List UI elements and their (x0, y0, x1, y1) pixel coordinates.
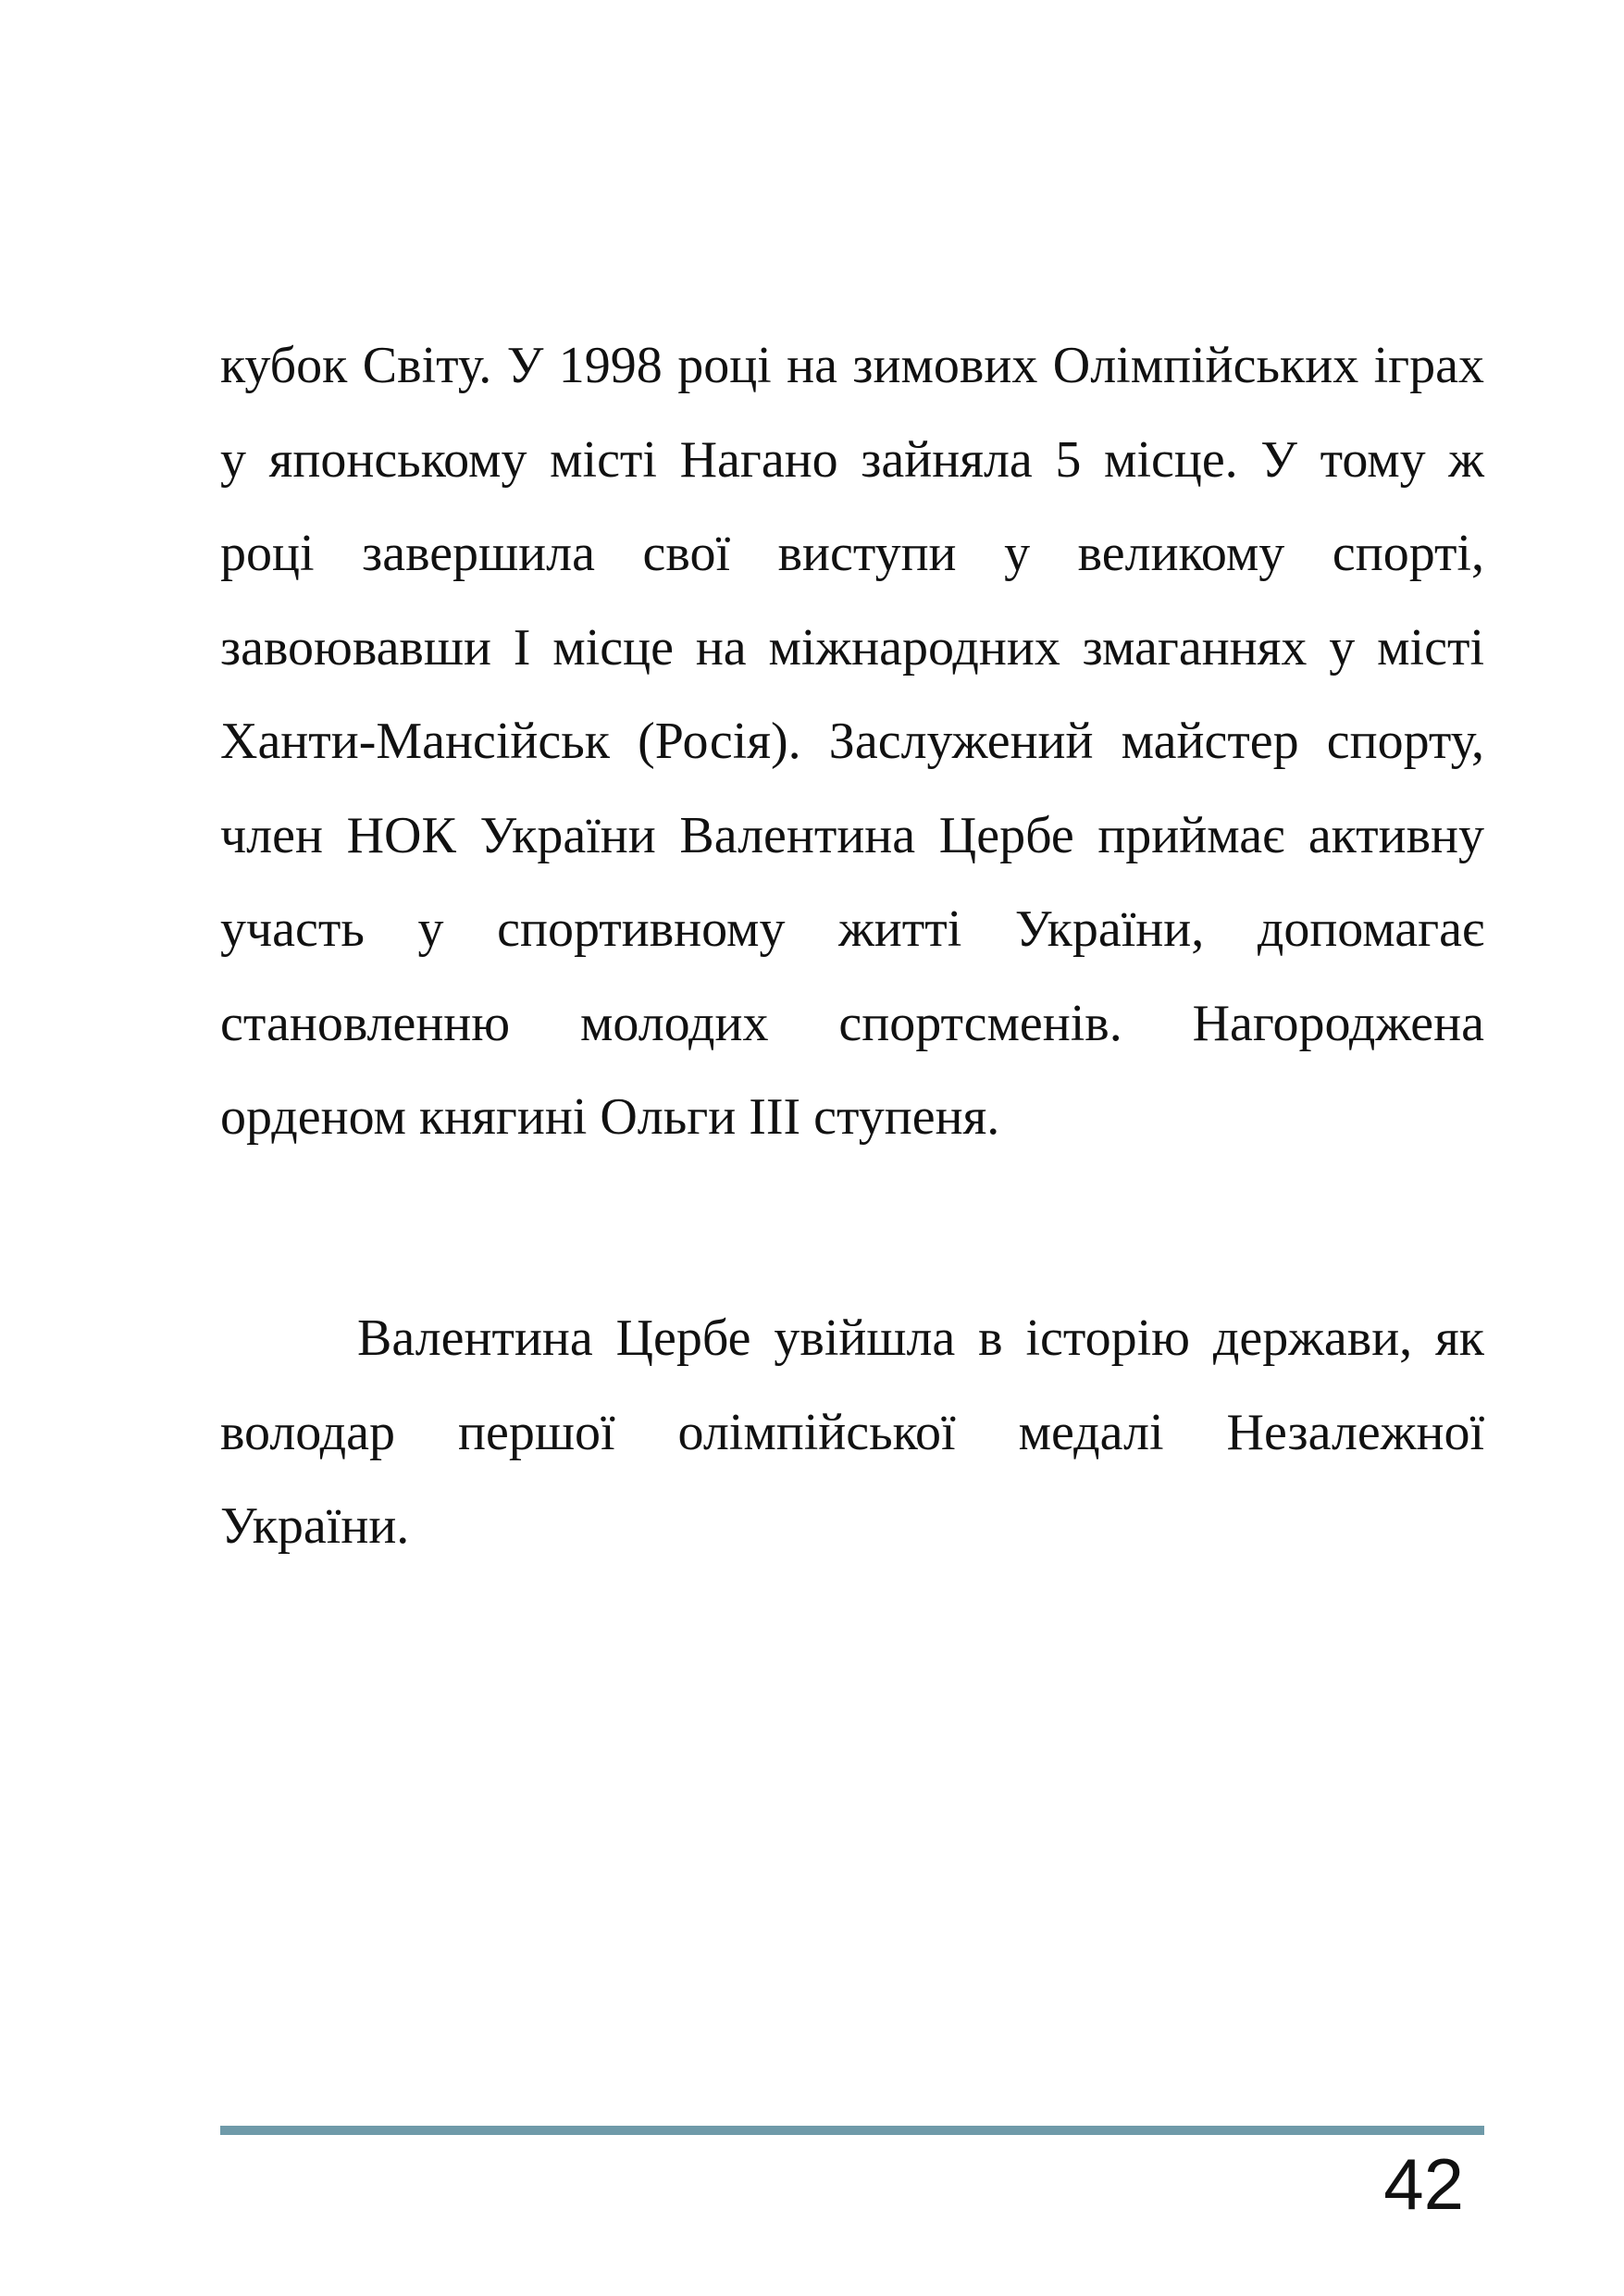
body-paragraph-2: Валентина Цербе увійшла в історію держави, як володар першої олімпійської медалі Незалежної України. (220, 1309, 1484, 1555)
page-number: 42 (1383, 2143, 1464, 2225)
body-paragraph-1: кубок Світу. У 1998 році на зимових Олімпійських іграх у японському місті Нагано зайняла 5 місце. У тому ж році завершила свої виступи у великому спорті, завоювавши І місце на міжнародних змаганнях у місті Ханти-Мансійськ (Росія). Заслужений майстер спорту, член НОК України Валентина Цербе приймає активну участь у спортивному житті України, допомагає становленню молодих спортсменів. Нагороджена орденом княгині Ольги ІІІ ступеня. (220, 337, 1484, 1146)
footer-divider (220, 2126, 1484, 2135)
